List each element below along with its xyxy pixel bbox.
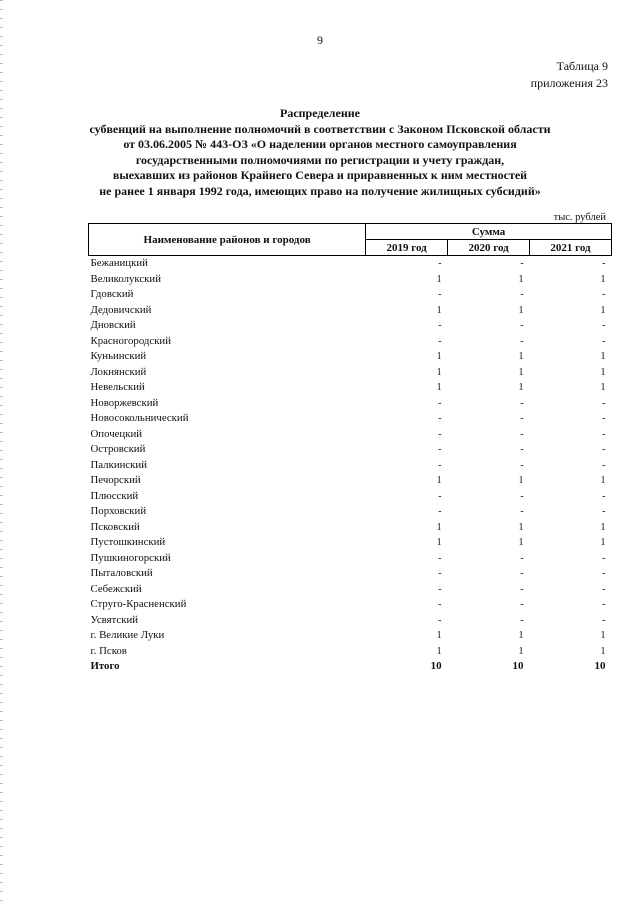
amount-cell: -: [438, 397, 442, 409]
table-row: [89, 628, 612, 644]
district-name: Пыталовский: [90, 567, 153, 579]
table-row: [89, 520, 612, 536]
amount-cell: -: [520, 552, 524, 564]
district-name: Палкинский: [90, 458, 147, 471]
district-name: Порховский: [90, 505, 147, 517]
district-name: Плюсский: [90, 489, 139, 502]
table-row: [89, 644, 612, 660]
amount-cell: -: [520, 413, 524, 424]
table-row: [89, 396, 612, 412]
amount-cell: 1: [436, 382, 442, 393]
table-row: [89, 566, 612, 582]
total-amount: 10: [594, 660, 606, 672]
amount-cell: 1: [518, 521, 524, 533]
table-row: [89, 613, 612, 629]
amount-cell: 1: [436, 351, 442, 362]
district-name: Бежаницкий: [90, 257, 148, 269]
table-row: [89, 504, 612, 520]
header-year-2020: 2020 год: [448, 240, 530, 256]
amount-cell: -: [438, 583, 442, 595]
amount-cell: -: [602, 289, 606, 300]
table-row: [89, 427, 612, 443]
table-row: [89, 597, 612, 613]
district-name: Себежский: [90, 582, 142, 595]
district-name: Усвятский: [90, 613, 139, 626]
table-row: [89, 551, 612, 567]
district-name: Куньинский: [90, 350, 147, 362]
amount-cell: 1: [600, 537, 606, 548]
district-name: Островский: [90, 443, 146, 455]
district-name: Новоржевский: [90, 396, 159, 409]
district-name: г. Псков: [90, 644, 127, 657]
amount-cell: -: [520, 614, 524, 626]
amount-cell: -: [520, 320, 524, 331]
amount-cell: -: [602, 320, 606, 331]
district-name: Пустошкинский: [90, 536, 166, 548]
header-year-2019: 2019 год: [366, 240, 448, 256]
amount-cell: -: [438, 428, 442, 440]
total-label: Итого: [90, 660, 120, 672]
amount-cell: 1: [600, 351, 606, 362]
amount-cell: 1: [600, 382, 606, 393]
amount-cell: -: [520, 490, 524, 502]
total-amount: 10: [430, 660, 442, 672]
district-name: Дновский: [90, 319, 136, 331]
table-row: [89, 334, 612, 350]
amount-cell: -: [602, 258, 606, 269]
amount-cell: -: [602, 506, 606, 517]
district-name: Невельский: [90, 381, 145, 393]
amount-cell: -: [602, 614, 606, 626]
title-line: не ранее 1 января 1992 года, имеющих право на получение жилищных субсидий»: [99, 183, 541, 198]
amount-cell: -: [520, 459, 524, 471]
distribution-table: [88, 223, 612, 675]
amount-cell: 1: [436, 537, 442, 548]
district-name: Печорский: [90, 474, 141, 486]
amount-cell: 1: [518, 475, 524, 486]
amount-cell: -: [602, 583, 606, 595]
title-line: субвенций на выполнение полномочий в соответствии с Законом Псковской области: [89, 121, 551, 136]
district-name: Струго-Красненский: [90, 598, 187, 610]
table-body: [89, 256, 612, 675]
amount-cell: -: [438, 320, 442, 331]
amount-cell: -: [438, 459, 442, 471]
document-title: [60, 106, 580, 199]
amount-cell: -: [438, 568, 442, 579]
amount-cell: -: [438, 413, 442, 424]
amount-cell: -: [520, 599, 524, 610]
amount-cell: 1: [518, 630, 524, 641]
amount-cell: 1: [600, 475, 606, 486]
amount-cell: -: [602, 490, 606, 502]
amount-cell: 1: [436, 304, 442, 316]
amount-cell: 1: [600, 366, 606, 378]
amount-cell: -: [438, 552, 442, 564]
amount-cell: -: [602, 444, 606, 455]
amount-cell: -: [602, 568, 606, 579]
amount-cell: -: [520, 568, 524, 579]
amount-cell: -: [438, 335, 442, 347]
amount-cell: 1: [518, 537, 524, 548]
amount-cell: 1: [518, 351, 524, 362]
table-row: [89, 256, 612, 272]
amount-cell: 1: [518, 382, 524, 393]
amount-cell: -: [438, 258, 442, 269]
amount-cell: -: [602, 397, 606, 409]
amount-cell: -: [602, 413, 606, 424]
table-row: [89, 318, 612, 334]
amount-cell: -: [520, 397, 524, 409]
amount-cell: 1: [600, 630, 606, 641]
total-amount: 10: [512, 660, 524, 672]
district-name: Дедовичский: [90, 303, 152, 316]
table-reference: [531, 58, 608, 92]
amount-cell: 1: [436, 630, 442, 641]
amount-cell: 1: [518, 645, 524, 657]
title-line: от 03.06.2005 № 443-ОЗ «О наделении органов местного самоуправления: [123, 137, 517, 151]
table-row: [89, 287, 612, 303]
amount-cell: -: [520, 506, 524, 517]
district-name: г. Великие Луки: [90, 629, 165, 641]
table-row: [89, 303, 612, 319]
amount-cell: -: [520, 258, 524, 269]
amount-cell: 1: [518, 273, 524, 285]
total-row: [89, 659, 612, 675]
amount-cell: -: [520, 335, 524, 347]
header-sum: Сумма: [366, 224, 612, 240]
district-name: Опочецкий: [90, 427, 142, 440]
amount-cell: -: [438, 599, 442, 610]
district-name: Красногородский: [90, 334, 171, 347]
amount-cell: 1: [600, 273, 606, 285]
district-name: Псковский: [90, 520, 140, 533]
district-name: Гдовский: [90, 288, 134, 300]
header-name: Наименование районов и городов: [89, 224, 366, 256]
amount-cell: 1: [436, 366, 442, 378]
amount-cell: -: [520, 428, 524, 440]
amount-cell: 1: [600, 304, 606, 316]
district-name: Локнянский: [90, 365, 147, 378]
title-line: государственными полномочиями по регистрации и учету граждан,: [135, 152, 505, 167]
amount-cell: -: [520, 444, 524, 455]
table-row: [89, 349, 612, 365]
amount-cell: -: [520, 289, 524, 300]
amount-cell: 1: [436, 521, 442, 533]
table-row: [89, 272, 612, 288]
table-row: [89, 411, 612, 427]
header-year-2021: 2021 год: [530, 240, 612, 256]
table-row: [89, 458, 612, 474]
table-number: Таблица 9: [556, 59, 608, 73]
amount-cell: -: [438, 614, 442, 626]
district-name: Новосокольнический: [90, 412, 189, 424]
amount-cell: -: [520, 583, 524, 595]
table-row: [89, 442, 612, 458]
amount-cell: -: [438, 444, 442, 455]
amount-cell: -: [602, 428, 606, 440]
district-name: Великолукский: [90, 272, 161, 285]
units-label: тыс. рублей: [553, 212, 606, 223]
amount-cell: 1: [518, 304, 524, 316]
amount-cell: -: [602, 599, 606, 610]
amount-cell: 1: [436, 475, 442, 486]
title-line: выехавших из районов Крайнего Севера и приравненных к ним местностей: [112, 168, 528, 182]
scan-edge-marks: [0, 0, 3, 905]
amount-cell: -: [438, 506, 442, 517]
amount-cell: 1: [600, 521, 606, 533]
amount-cell: -: [438, 289, 442, 300]
table-row: [89, 535, 612, 551]
table-row: [89, 489, 612, 505]
appendix-number: приложения 23: [530, 76, 608, 90]
table-row: [89, 365, 612, 381]
table-row: [89, 380, 612, 396]
amount-cell: 1: [436, 645, 442, 657]
amount-cell: -: [602, 459, 606, 471]
amount-cell: -: [602, 335, 606, 347]
amount-cell: 1: [600, 645, 606, 657]
amount-cell: 1: [518, 366, 524, 378]
amount-cell: -: [602, 552, 606, 564]
table-row: [89, 473, 612, 489]
page-number: 9: [317, 33, 323, 47]
amount-cell: 1: [436, 273, 442, 285]
amount-cell: -: [438, 490, 442, 502]
table-row: [89, 582, 612, 598]
title-line: Распределение: [279, 106, 361, 120]
district-name: Пушкиногорский: [90, 551, 171, 564]
